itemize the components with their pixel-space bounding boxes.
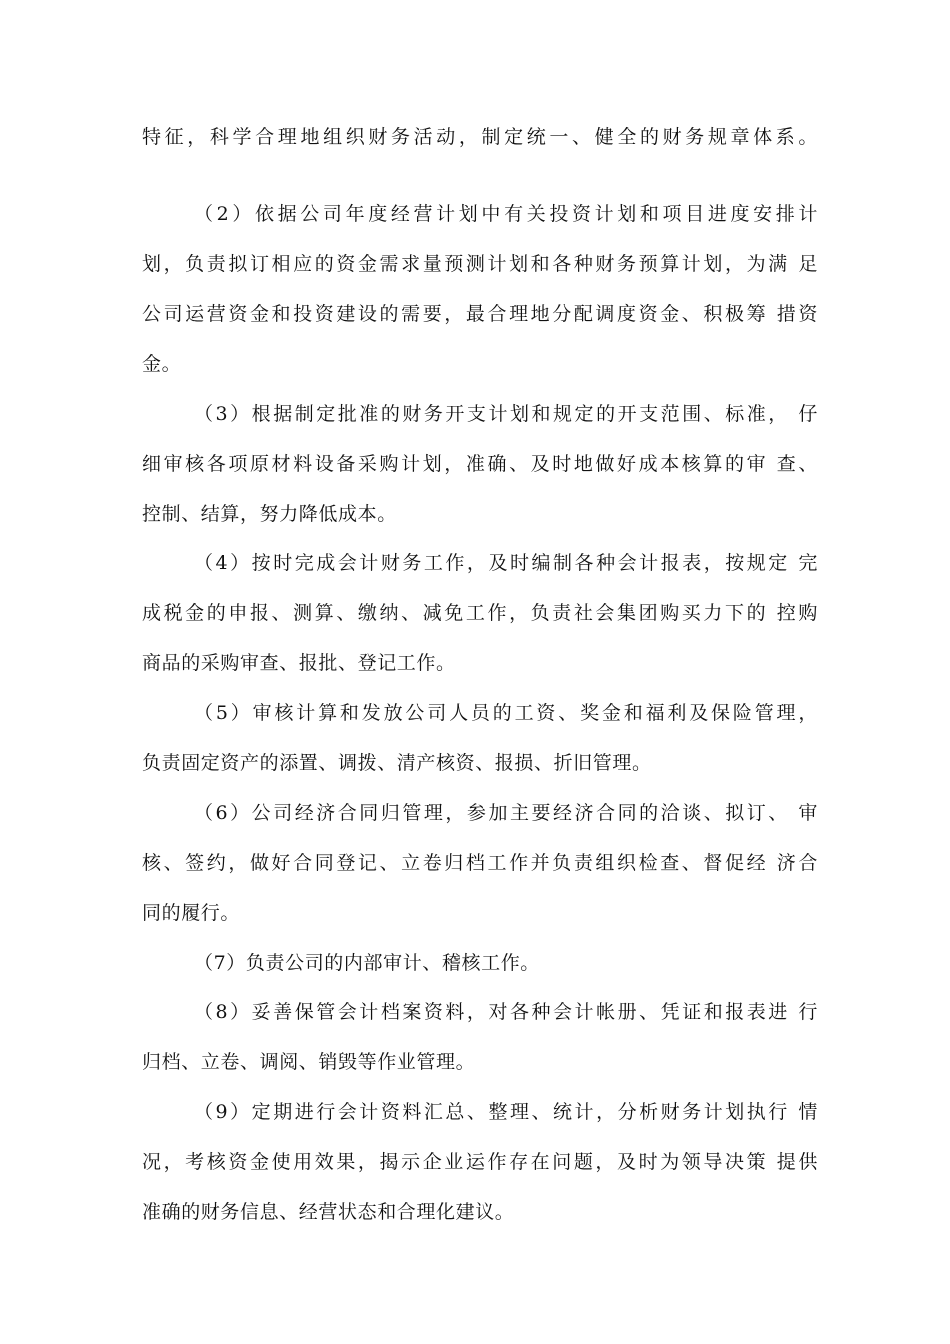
paragraph-line: （6）公司经济合同归管理，参加主要经济合同的洽谈、拟订、 审 — [194, 802, 818, 824]
paragraph-line: （2）依据公司年度经营计划中有关投资计划和项目进度安排计 — [194, 203, 818, 225]
paragraph-line: （4）按时完成会计财务工作，及时编制各种会计报表，按规定 完 — [194, 552, 818, 574]
paragraph-line: 控制、结算，努力降低成本。 — [142, 503, 397, 525]
paragraph-line: 成税金的申报、测算、缴纳、减免工作，负责社会集团购买力下的 控购 — [142, 602, 818, 624]
paragraph-line: 商品的采购审查、报批、登记工作。 — [142, 652, 456, 674]
paragraph-line: 细审核各项原材料设备采购计划，准确、及时地做好成本核算的审 查、 — [142, 453, 818, 475]
paragraph-line: 负责固定资产的添置、调拨、清产核资、报损、折旧管理。 — [142, 752, 652, 774]
paragraph-line: 核、签约，做好合同登记、立卷归档工作并负责组织检查、督促经 济合 — [142, 852, 818, 874]
paragraph-line: 公司运营资金和投资建设的需要，最合理地分配调度资金、积极筹 措资 — [142, 303, 818, 325]
paragraph-line: 归档、立卷、调阅、销毁等作业管理。 — [142, 1051, 476, 1073]
paragraph-line: 金。 — [142, 353, 182, 375]
paragraph-line: 准确的财务信息、经营状态和合理化建议。 — [142, 1201, 515, 1223]
paragraph-line: （7）负责公司的内部审计、稽核工作。 — [194, 952, 540, 974]
paragraph-line: （5）审核计算和发放公司人员的工资、奖金和福利及保险管理， — [194, 702, 818, 724]
paragraph-line: （9）定期进行会计资料汇总、整理、统计，分析财务计划执行 情 — [194, 1101, 818, 1123]
paragraph-line: 况，考核资金使用效果，揭示企业运作存在问题，及时为领导决策 提供 — [142, 1151, 818, 1173]
paragraph-line: 划，负责拟订相应的资金需求量预测计划和各种财务预算计划，为满 足 — [142, 253, 818, 275]
paragraph-line: 特征，科学合理地组织财务活动，制定统一、健全的财务规章体系。 — [142, 126, 818, 148]
paragraph-line: （8）妥善保管会计档案资料，对各种会计帐册、凭证和报表进 行 — [194, 1001, 818, 1023]
paragraph-line: 同的履行。 — [142, 902, 241, 924]
paragraph-line: （3）根据制定批准的财务开支计划和规定的开支范围、标准， 仔 — [194, 403, 818, 425]
